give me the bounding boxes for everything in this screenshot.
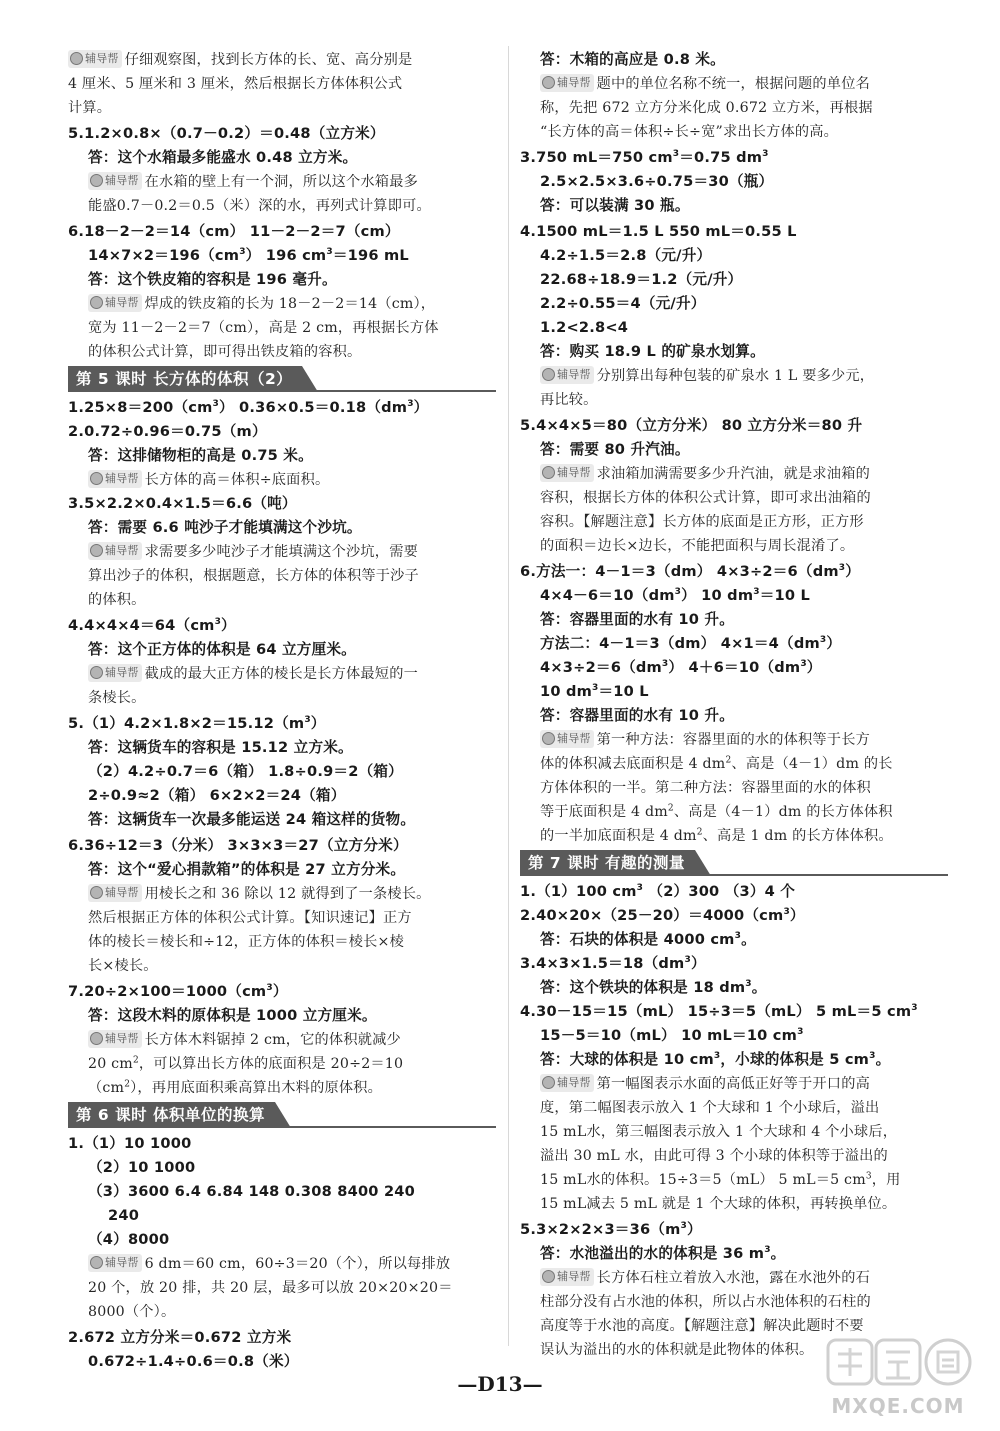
answer-line: 答：木箱的高应是 0.8 米。 bbox=[540, 51, 725, 68]
answer-line: 答：需要 6.6 吨沙子才能填满这个沙坑。 bbox=[88, 519, 362, 536]
answer-line: 1.2<2.8<4 bbox=[540, 319, 629, 336]
answer-line: 答：这个“爱心捐款箱”的体积是 27 立方分米。 bbox=[88, 861, 406, 878]
answer-line: 4.2÷1.5＝2.8（元/升） bbox=[540, 247, 712, 264]
tip-line: 辅导帮 分别算出每种包装的矿泉水 1 L 要多少元， bbox=[540, 364, 874, 388]
watermark-logo-icon bbox=[808, 1336, 988, 1396]
answer-line: （3）3600 6.4 6.84 148 0.308 8400 240 bbox=[88, 1183, 416, 1200]
tutor-face-icon bbox=[542, 1076, 555, 1089]
tip-line: 柱部分没有占水池的体积，所以占水池体积的石柱的 bbox=[540, 1294, 871, 1310]
answer-line: 答：容器里面的水有 10 升。 bbox=[540, 611, 735, 628]
tip-line: 度，第二幅图表示放入 1 个大球和 1 个小球后，溢出 bbox=[540, 1100, 880, 1116]
tip-line: 15 mL水的体积。15÷3＝5（mL） 5 mL＝5 $cm^3$，用 bbox=[540, 1171, 901, 1188]
answer-line: 6.36÷12＝3（分米） 3×3×3＝27（立方分米） bbox=[68, 837, 408, 854]
tip-line: 长×棱长。 bbox=[88, 958, 158, 974]
answer-line: 答：这辆货车的容积是 15.12 立方米。 bbox=[88, 739, 353, 756]
tip-line: 的体积公式计算，即可得出铁皮箱的容积。 bbox=[88, 344, 362, 360]
tutor-face-icon bbox=[90, 886, 103, 899]
answer-line: 10 $dm^3=10$ L bbox=[540, 683, 649, 700]
tip-line: 误认为溢出的水的体积就是此物体的体积。 bbox=[540, 1342, 814, 1358]
tip-line: 辅导帮 第一幅图表示水面的高低正好等于开口的高 bbox=[540, 1072, 870, 1096]
answer-line: 答：石块的体积是 4000 $cm^3$。 bbox=[540, 931, 756, 948]
tip-line: 辅导帮 截成的最大正方体的棱长是长方体最短的一 bbox=[88, 662, 418, 686]
tip-line: 15 mL减去 5 mL 就是 1 个大球的体积，再转换单位。 bbox=[540, 1196, 897, 1212]
tip-badge: 辅导帮 bbox=[540, 464, 594, 482]
tip-line: 辅导帮 焊成的铁皮箱的长为 18－2－2＝14（cm）， bbox=[88, 292, 435, 316]
tip-badge: 辅导帮 bbox=[88, 884, 142, 902]
tip-line: 20 $cm^2$，可以算出长方体的底面积是 20÷2＝10 bbox=[88, 1055, 404, 1072]
tip-badge: 辅导帮 bbox=[540, 1074, 594, 1092]
tip-badge: 辅导帮 bbox=[68, 50, 122, 68]
answer-line: 3.5×2.2×0.4×1.5＝6.6（吨） bbox=[68, 495, 297, 512]
answer-line: 2.5×2.5×3.6÷0.75＝30（瓶） bbox=[540, 173, 774, 190]
tip-line: 等于底面积是 4 $dm^2$、高是（4－1）dm 的长方体体积 bbox=[540, 803, 893, 820]
answer-line: （4）8000 bbox=[88, 1231, 170, 1248]
answer-line: 2÷0.9≈2（箱） 6×2×2＝24（箱） bbox=[88, 787, 346, 804]
tutor-face-icon bbox=[90, 472, 103, 485]
tip-badge: 辅导帮 bbox=[88, 1254, 142, 1272]
tip-badge: 辅导帮 bbox=[88, 664, 142, 682]
tip-badge: 辅导帮 bbox=[540, 74, 594, 92]
answer-line: $14\times 7\times 2=196(cm^3)$ 196 $cm^3=196$ mL bbox=[88, 247, 409, 264]
answer-line: 6.方法一：4－1＝3（dm） $4\times 3\div 2=6(dm^3)$ bbox=[520, 563, 861, 580]
tutor-face-icon bbox=[90, 296, 103, 309]
answer-line: （2）4.2÷0.7＝6（箱） 1.8÷0.9＝2（箱） bbox=[88, 763, 403, 780]
tip-line: 的一半加底面积是 4 $dm^2$、高是 1 dm 的长方体体积。 bbox=[540, 827, 893, 844]
watermark bbox=[808, 1336, 988, 1426]
tip-line: 4 厘米、5 厘米和 3 厘米，然后根据长方体体积公式 bbox=[68, 76, 403, 92]
answer-line: 答：大球的体积是 10 $cm^3$，小球的体积是 5 $cm^3$。 bbox=[540, 1051, 891, 1068]
answer-line: 答：这排储物柜的高是 0.75 米。 bbox=[88, 447, 313, 464]
tutor-face-icon bbox=[90, 1256, 103, 1269]
tip-badge: 辅导帮 bbox=[540, 730, 594, 748]
tutor-face-icon bbox=[90, 1032, 103, 1045]
answer-line: 答：这段木料的原体积是 1000 立方厘米。 bbox=[88, 1007, 377, 1024]
section-header-lesson-7: 第 7 课时 有趣的测量 bbox=[520, 850, 948, 876]
answer-line: 答：这个铁块的体积是 18 $dm^3$。 bbox=[540, 979, 767, 996]
answer-line: 2.2÷0.55＝4（元/升） bbox=[540, 295, 706, 312]
answer-line: 方法二：4－1＝3（dm） $4\times 1=4(dm^3)$ bbox=[540, 635, 842, 652]
tip-line: 辅导帮 长方体的高＝体积÷底面积。 bbox=[88, 468, 329, 492]
answer-line: 答：这个铁皮箱的容积是 196 毫升。 bbox=[88, 271, 337, 288]
answer-line: 0.672÷1.4÷0.6＝0.8（米） bbox=[88, 1353, 299, 1370]
answer-line: 3.750 mL＝750 $cm^3=0.75$ $dm^3$ bbox=[520, 149, 769, 166]
answer-line: （2）10 1000 bbox=[88, 1159, 196, 1176]
answer-line: $5.3\times 2\times 2\times 3=36(m^3)$ bbox=[520, 1221, 702, 1238]
answer-line: 4.1500 mL＝1.5 L 550 mL＝0.55 L bbox=[520, 223, 797, 240]
tip-line: 容积。【解题注意】长方体的底面是正方形，正方形 bbox=[540, 514, 864, 530]
tip-line: 辅导帮 题中的单位名称不统一，根据问题的单位名 bbox=[540, 72, 870, 96]
answer-line: $5.(1)4.2\times 1.8\times 2=15.12(m^3)$ bbox=[68, 715, 326, 732]
tip-line: 辅导帮 在水箱的壁上有一个洞，所以这个水箱最多 bbox=[88, 170, 418, 194]
tip-line: 辅导帮 6 dm＝60 cm，60÷3＝20（个），所以每排放 bbox=[88, 1252, 450, 1276]
tip-line: 辅导帮 用棱长之和 36 除以 12 就得到了一条棱长。 bbox=[88, 882, 431, 906]
tip-badge: 辅导帮 bbox=[88, 294, 142, 312]
tip-line: 方体体积的一半。第二种方法：容器里面的水的体积 bbox=[540, 780, 871, 796]
tutor-face-icon bbox=[542, 732, 555, 745]
tip-line: 的面积＝边长×边长，不能把面积与周长混淆了。 bbox=[540, 538, 855, 554]
tip-line: 15 mL水，第三幅图表示放入 1 个大球和 4 个小球后， bbox=[540, 1124, 898, 1140]
tip-line: 体的体积减去底面积是 4 $dm^2$、高是（4－1）dm 的长 bbox=[540, 755, 893, 772]
tip-line: 辅导帮 求油箱加满需要多少升汽油，就是求油箱的 bbox=[540, 462, 870, 486]
page-number: —D13— bbox=[457, 1372, 543, 1396]
answer-line: $3.4\times 3\times 1.5=18(dm^3)$ bbox=[520, 955, 706, 972]
answer-line: 1.（1）100 $cm^3$ （2）300 （3）4 个 bbox=[520, 883, 796, 900]
tutor-face-icon bbox=[70, 52, 83, 65]
tutor-face-icon bbox=[542, 368, 555, 381]
answer-line: $7.20\div 2\times 100=1000(cm^3)$ bbox=[68, 983, 288, 1000]
tip-line: 容积，根据长方体的体积公式计算，即可求出油箱的 bbox=[540, 490, 871, 506]
answer-line: 答：这个正方体的体积是 64 立方厘米。 bbox=[88, 641, 356, 658]
answer-line: 答：可以装满 30 瓶。 bbox=[540, 197, 690, 214]
tutor-face-icon bbox=[542, 76, 555, 89]
tip-line: 然后根据正方体的体积公式计算。【知识速记】正方 bbox=[88, 910, 412, 926]
tip-line: 计算。 bbox=[68, 100, 112, 116]
tip-line: 辅导帮 仔细观察图，找到长方体的长、宽、高分别是 bbox=[68, 48, 412, 72]
tip-line: $(cm^2)$，再用底面积乘高算出木料的原体积。 bbox=[88, 1079, 383, 1096]
tip-line: “长方体的高＝体积÷长÷宽”求出长方体的高。 bbox=[540, 124, 839, 140]
tip-badge: 辅导帮 bbox=[88, 470, 142, 488]
tip-line: 体的棱长＝棱长和÷12，正方体的体积＝棱长×棱 bbox=[88, 934, 404, 950]
tutor-face-icon bbox=[542, 466, 555, 479]
tip-line: 能盛0.7－0.2＝0.5（米）深的水，再列式计算即可。 bbox=[88, 198, 431, 214]
answer-line: $4\times 3\div 2=6(dm^3)$ $4+6=10(dm^3)$ bbox=[540, 659, 822, 676]
tip-line: 辅导帮 第一种方法：容器里面的水的体积等于长方 bbox=[540, 728, 870, 752]
tip-line: 辅导帮 长方体木料锯掉 2 cm，它的体积就减少 bbox=[88, 1028, 401, 1052]
answer-line: $1.25\times 8=200(cm^3)$ $0.36\times 0.5=0.18(dm^3)$ bbox=[68, 399, 429, 416]
answer-line: 240 bbox=[108, 1207, 140, 1224]
answer-line: $4.4\times 4\times 4=64(cm^3)$ bbox=[68, 617, 236, 634]
watermark-url: MXQE.COM bbox=[831, 1394, 965, 1418]
tip-badge: 辅导帮 bbox=[540, 366, 594, 384]
tip-line: 8000（个）。 bbox=[88, 1304, 176, 1320]
tip-line: 溢出 30 mL 水，由此可得 3 个小球的体积等于溢出的 bbox=[540, 1148, 888, 1164]
section-header-lesson-5: 第 5 课时 长方体的体积（2） bbox=[68, 366, 496, 392]
tip-line: 算出沙子的体积，根据题意，长方体的体积等于沙子 bbox=[88, 568, 419, 584]
answer-line: $4\times 4-6=10(dm^3)$ 10 $dm^3=10$ L bbox=[540, 587, 810, 604]
tip-badge: 辅导帮 bbox=[88, 1030, 142, 1048]
answer-line: $2.40\times 20\times(25-20)=4000(cm^3)$ bbox=[520, 907, 805, 924]
tip-line: 20 个，放 20 排，共 20 层，最多可以放 20×20×20＝ bbox=[88, 1280, 453, 1296]
answer-line: 答：购买 18.9 L 的矿泉水划算。 bbox=[540, 343, 765, 360]
answer-line: 答：容器里面的水有 10 升。 bbox=[540, 707, 735, 724]
answer-line: 答：这个水箱最多能盛水 0.48 立方米。 bbox=[88, 149, 358, 166]
answer-line: 4.30－15＝15（mL） 15÷3＝5（mL） 5 mL＝5 $cm^3$ bbox=[520, 1003, 918, 1020]
answer-line: 2.0.72÷0.96＝0.75（m） bbox=[68, 423, 267, 440]
tutor-face-icon bbox=[90, 544, 103, 557]
answer-line: 22.68÷18.9＝1.2（元/升） bbox=[540, 271, 743, 288]
tip-line: 辅导帮 求需要多少吨沙子才能填满这个沙坑，需要 bbox=[88, 540, 418, 564]
answer-line: 答：需要 80 升汽油。 bbox=[540, 441, 690, 458]
answer-line: 15－5＝10（mL） 10 mL＝10 $cm^3$ bbox=[540, 1027, 804, 1044]
answer-line: 2.672 立方分米＝0.672 立方米 bbox=[68, 1329, 292, 1346]
tutor-face-icon bbox=[90, 174, 103, 187]
section-header-lesson-6: 第 6 课时 体积单位的换算 bbox=[68, 1102, 496, 1128]
tip-badge: 辅导帮 bbox=[88, 542, 142, 560]
answer-line: 5.4×4×5＝80（立方分米） 80 立方分米＝80 升 bbox=[520, 417, 863, 434]
answer-line: 1.（1）10 1000 bbox=[68, 1135, 192, 1152]
tip-line: 称，先把 672 立方分米化成 0.672 立方米，再根据 bbox=[540, 100, 873, 116]
tip-line: 辅导帮 长方体石柱立着放入水池，露在水池外的石 bbox=[540, 1266, 870, 1290]
tip-line: 再比较。 bbox=[540, 392, 598, 408]
tutor-face-icon bbox=[90, 666, 103, 679]
tutor-face-icon bbox=[542, 1270, 555, 1283]
tip-line: 条棱长。 bbox=[88, 690, 146, 706]
answer-line: 答：这辆货车一次最多能运送 24 箱这样的货物。 bbox=[88, 811, 416, 828]
answer-line: 6.18－2－2＝14（cm） 11－2－2＝7（cm） bbox=[68, 223, 400, 240]
tip-badge: 辅导帮 bbox=[88, 172, 142, 190]
tip-line: 高度等于水池的高度。【解题注意】解决此题时不要 bbox=[540, 1318, 864, 1334]
answer-line: 答：水池溢出的水的体积是 36 $m^3$。 bbox=[540, 1245, 786, 1262]
tip-line: 的体积。 bbox=[88, 592, 146, 608]
tip-line: 宽为 11－2－2＝7（cm），高是 2 cm，再根据长方体 bbox=[88, 320, 439, 336]
tip-badge: 辅导帮 bbox=[540, 1268, 594, 1286]
answer-line: 5.1.2×0.8×（0.7－0.2）＝0.48（立方米） bbox=[68, 125, 385, 142]
